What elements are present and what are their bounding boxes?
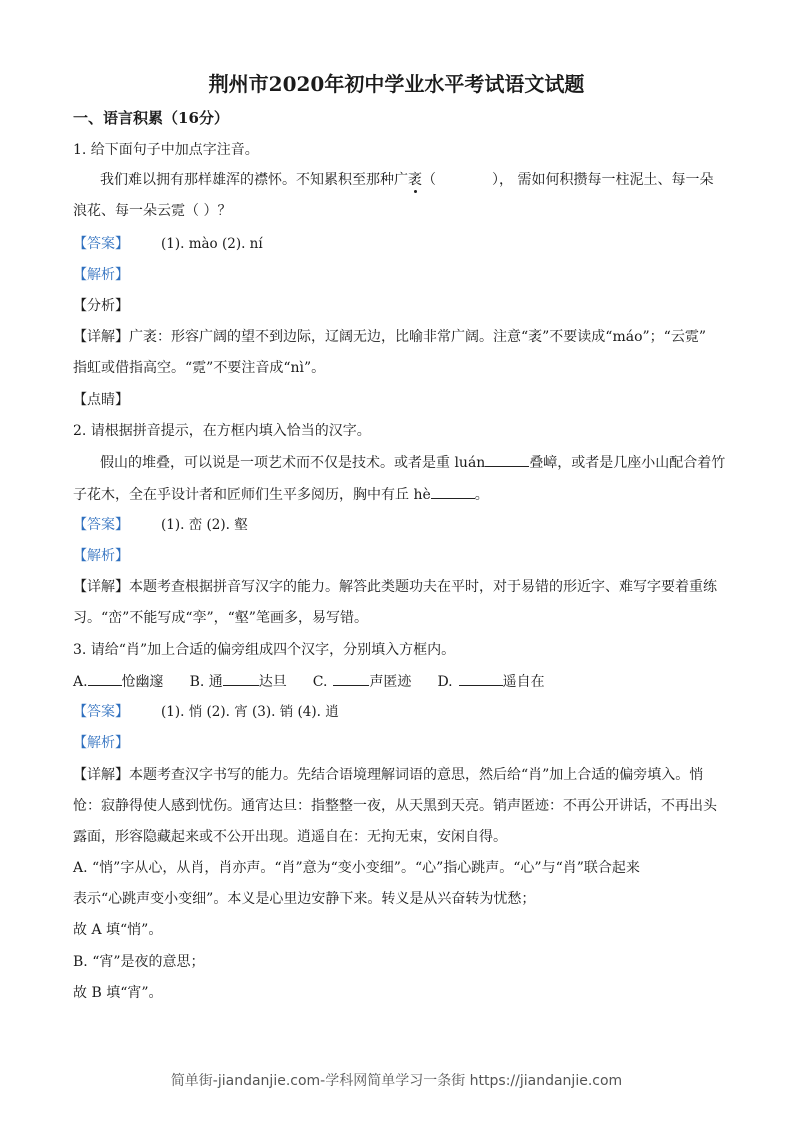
blank-1: [485, 452, 529, 467]
q3-stem: 3. 请给“肖”加上合适的偏旁组成四个汉字，分别填入方框内。: [73, 642, 456, 658]
blank-2: [431, 484, 475, 499]
blank-d: [459, 671, 503, 686]
q3-a-line1: A. “悄”字从心，从肖，肖亦声。“肖”意为“变小变细”。“心”指心跳声。“心”与“肖”联合起来: [73, 860, 640, 876]
dianjing-tag: 【点睛】: [73, 392, 129, 408]
q3-a-line3: 故 A 填“悄”。: [73, 922, 163, 938]
q2-passage-line1: 假山的堆叠，可以说是一项艺术而不仅是技术。或者是重 luán 叠嶂，或者是几座小山配合着竹: [100, 452, 733, 473]
q2-answer: [73, 515, 733, 535]
footer-watermark: 简单街-jiandanjie.com-学科网简单学习一条街 https://jiandanjie.com: [170, 1073, 623, 1089]
jiexi-tag: 【解析】: [73, 735, 129, 751]
q2-stem: 2. 请根据拼音提示，在方框内填入恰当的汉字。: [73, 423, 371, 439]
q3-a-line2: 表示“心跳声变小变细”。本义是心里边安静下来。转义是从兴奋转为忧愁；: [73, 891, 536, 907]
fenxi-tag: 【分析】: [73, 298, 129, 314]
section-heading: 一、语言积累（16分）: [73, 109, 229, 127]
q3-b-line2: 故 B 填“宵”。: [73, 985, 163, 1001]
q2-detail-line1: 【详解】本题考查根据拼音写汉字的能力。解答此类题功夫在平时，对于易错的形近字、难写字要着重练: [73, 579, 717, 595]
q2-passage-line2: 子花木，全在乎设计者和匠师们生平多阅历，胸中有丘 hè 。: [73, 484, 733, 505]
dotted-char: 袤: [408, 172, 422, 188]
q3-answer: [73, 702, 733, 722]
jiexi-tag: 【解析】: [73, 267, 129, 283]
answer-text: (1). 峦 (2). 壑: [161, 517, 248, 533]
blank-a: [88, 671, 122, 686]
q1-detail-line1: 【详解】广袤：形容广阔的望不到边际，辽阔无边，比喻非常广阔。注意“袤”不要读成“máo”；“云霓”: [73, 329, 706, 345]
q3-detail-line2: 怆：寂静得使人感到忧伤。通宵达旦：指整整一夜，从天黑到天亮。销声匿迹：不再公开讲话，不再出头: [73, 798, 717, 814]
q3-options: A. 怆幽邃 B. 通 达旦 C. 声匿迹 D. 遥自在: [73, 671, 733, 692]
page-title: 荆州市2020年初中学业水平考试语文试题: [208, 72, 585, 96]
q1-passage-line1: 我们难以拥有那样雄浑的襟怀。不知累积至那种广袤（ ）， 需如何积攒每一柱泥土、每一朵: [100, 172, 714, 188]
jiexi-tag: 【解析】: [73, 548, 129, 564]
answer-tag: 【答案】: [73, 236, 129, 252]
q2-detail-line2: 习。“峦”不能写成“孪”，“壑”笔画多，易写错。: [73, 610, 368, 626]
blank-b: [223, 671, 259, 686]
q1-stem: 1. 给下面句子中加点字注音。: [73, 142, 259, 158]
q1-passage-line2: 浪花、每一朵云霓（ ）？: [73, 203, 232, 219]
answer-text: (1). 悄 (2). 宵 (3). 销 (4). 逍: [161, 704, 339, 720]
blank-c: [333, 671, 369, 686]
q1-detail-line2: 指虹或借指高空。“霓”不要注音成“nì”。: [73, 360, 326, 376]
q3-detail-line1: 【详解】本题考查汉字书写的能力。先结合语境理解词语的意思，然后给“肖”加上合适的偏旁填入。悄: [73, 767, 704, 783]
q3-b-line1: B. “宵”是夜的意思；: [73, 954, 205, 970]
answer-text: (1). mào (2). ní: [161, 236, 263, 252]
answer-tag: 【答案】: [73, 517, 129, 533]
q1-answer: [73, 234, 733, 254]
answer-tag: 【答案】: [73, 704, 129, 720]
q3-detail-line3: 露面，形容隐藏起来或不公开出现。逍遥自在：无拘无束，安闲自得。: [73, 829, 507, 845]
